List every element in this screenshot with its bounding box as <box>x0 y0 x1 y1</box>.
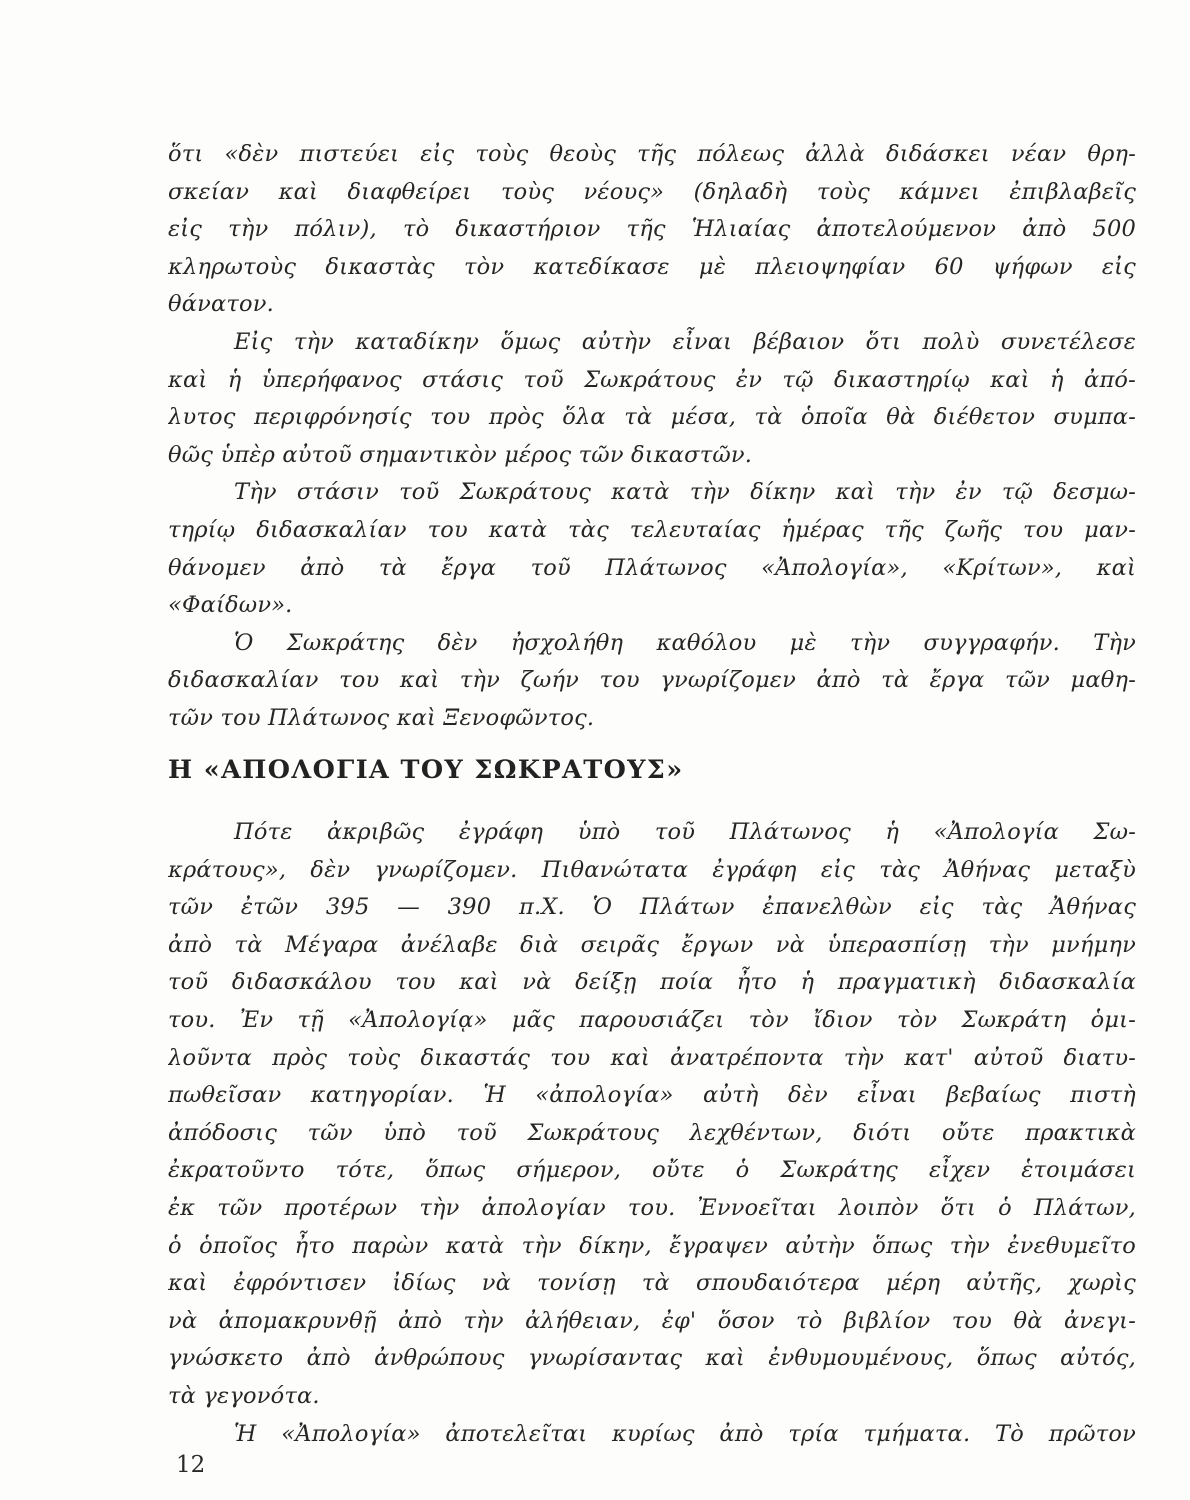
text-line: θάνομεν ἀπὸ τὰ ἔργα τοῦ Πλάτωνος «Ἀπολογία», «Κρίτων», καὶ <box>168 554 1136 581</box>
text-line: καὶ ἐφρόντισεν ἰδίως νὰ τονίσῃ τὰ σπουδαιότερα μέρη αὐτῆς, χωρὶς <box>168 1270 1136 1297</box>
text-line: σκείαν καὶ διαφθείρει τοὺς νέους» (δηλαδὴ τοὺς κάμνει ἐπιβλαβεῖς <box>168 178 1136 205</box>
text-line: λυτος περιφρόνησίς του πρὸς ὅλα τὰ μέσα, τὰ ὁποῖα θὰ διέθετον συμπα- <box>168 404 1136 431</box>
text-line: τοῦ διδασκάλου του καὶ νὰ δείξῃ ποία ἦτο ἡ πραγματικὴ διδασκαλία <box>168 969 1136 996</box>
text-section-socrates-trial <box>168 136 1136 738</box>
text-line: ὅτι «δὲν πιστεύει εἰς τοὺς θεοὺς τῆς πόλεως ἀλλὰ διδάσκει νέαν θρη- <box>168 141 1136 167</box>
text-line: πωθεῖσαν κατηγορίαν. Ἡ «ἀπολογία» αὐτὴ δὲν εἶναι βεβαίως πιστὴ <box>168 1082 1136 1109</box>
text-line: Εἰς τὴν καταδίκην ὅμως αὐτὴν εἶναι βέβαιον ὅτι πολὺ συνετέλεσε <box>234 328 1136 355</box>
text-line: εἰς τὴν πόλιν), τὸ δικαστήριον τῆς Ἡλιαίας ἀποτελούμενον ἀπὸ 500 <box>168 216 1136 243</box>
text-line: ἐκ τῶν προτέρων τὴν ἀπολογίαν του. Ἐννοεῖται λοιπὸν ὅτι ὁ Πλάτων, <box>168 1194 1136 1221</box>
text-line: «Φαίδων». <box>168 592 293 619</box>
text-line: τῶν του Πλάτωνος καὶ Ξενοφῶντος. <box>168 704 595 731</box>
text-line: Ἡ «Ἀπολογία» ἀποτελεῖται κυρίως ἀπὸ τρία τμήματα. Τὸ πρῶτον <box>234 1420 1136 1447</box>
text-line: Τὴν στάσιν τοῦ Σωκράτους κατὰ τὴν δίκην καὶ τὴν ἐν τῷ δεσμω- <box>234 479 1136 506</box>
text-line: γνώσκετο ἀπὸ ἀνθρώπους γνωρίσαντας καὶ ἐνθυμουμένους, ὅπως αὐτός, <box>168 1345 1136 1372</box>
text-line: διδασκαλίαν του καὶ τὴν ζωήν του γνωρίζομεν ἀπὸ τὰ ἔργα τῶν μαθη- <box>168 667 1136 694</box>
text-line: ἀπὸ τὰ Μέγαρα ἀνέλαβε διὰ σειρᾶς ἔργων νὰ ὑπερασπίσῃ τὴν μνήμην <box>168 931 1136 958</box>
text-line: κληρωτοὺς δικαστὰς τὸν κατεδίκασε μὲ πλειοψηφίαν 60 ψήφων εἰς <box>168 253 1136 280</box>
text-section-apology <box>168 814 1136 1453</box>
section-heading: Η «ΑΠΟΛΟΓΙΑ ΤΟΥ ΣΩΚΡΑΤΟΥΣ» <box>168 755 684 785</box>
page-number: 12 <box>176 1452 206 1478</box>
text-line: του. Ἐν τῇ «Ἀπολογίᾳ» μᾶς παρουσιάζει τὸν ἴδιον τὸν Σωκράτη ὁμι- <box>168 1006 1136 1033</box>
text-line: θῶς ὑπὲρ αὐτοῦ σημαντικὸν μέρος τῶν δικαστῶν. <box>168 441 753 468</box>
text-line: ὁ ὁποῖος ἦτο παρὼν κατὰ τὴν δίκην, ἔγραψεν αὐτὴν ὅπως τὴν ἐνεθυμεῖτο <box>168 1232 1136 1259</box>
text-line: Πότε ἀκριβῶς ἐγράφη ὑπὸ τοῦ Πλάτωνος ἡ «Ἀπολογία Σω- <box>234 819 1136 845</box>
text-line: λοῦντα πρὸς τοὺς δικαστάς του καὶ ἀνατρέποντα τὴν κατ' αὐτοῦ διατυ- <box>168 1044 1136 1071</box>
text-line: τῶν ἐτῶν 395 — 390 π.Χ. Ὁ Πλάτων ἐπανελθὼν εἰς τὰς Ἀθήνας <box>168 894 1136 921</box>
text-line: νὰ ἀπομακρυνθῇ ἀπὸ τὴν ἀλήθειαν, ἐφ' ὅσον τὸ βιβλίον του θὰ ἀνεγι- <box>168 1307 1136 1334</box>
text-line: θάνατον. <box>168 291 275 318</box>
text-line: τηρίῳ διδασκαλίαν του κατὰ τὰς τελευταίας ἡμέρας τῆς ζωῆς του μαν- <box>168 516 1136 543</box>
text-line: ἐκρατοῦντο τότε, ὅπως σήμερον, οὔτε ὁ Σωκράτης εἶχεν ἑτοιμάσει <box>168 1157 1136 1184</box>
text-line: τὰ γεγονότα. <box>168 1382 320 1409</box>
text-line: ἀπόδοσις τῶν ὑπὸ τοῦ Σωκράτους λεχθέντων, διότι οὔτε πρακτικὰ <box>168 1119 1136 1146</box>
text-line: Ὁ Σωκράτης δὲν ἠσχολήθη καθόλου μὲ τὴν συγγραφήν. Τὴν <box>234 629 1136 656</box>
text-line: κράτους», δὲν γνωρίζομεν. Πιθανώτατα ἐγράφη εἰς τὰς Ἀθήνας μεταξὺ <box>168 856 1136 883</box>
text-line: καὶ ἡ ὑπερήφανος στάσις τοῦ Σωκράτους ἐν τῷ δικαστηρίῳ καὶ ἡ ἀπό- <box>168 366 1136 393</box>
